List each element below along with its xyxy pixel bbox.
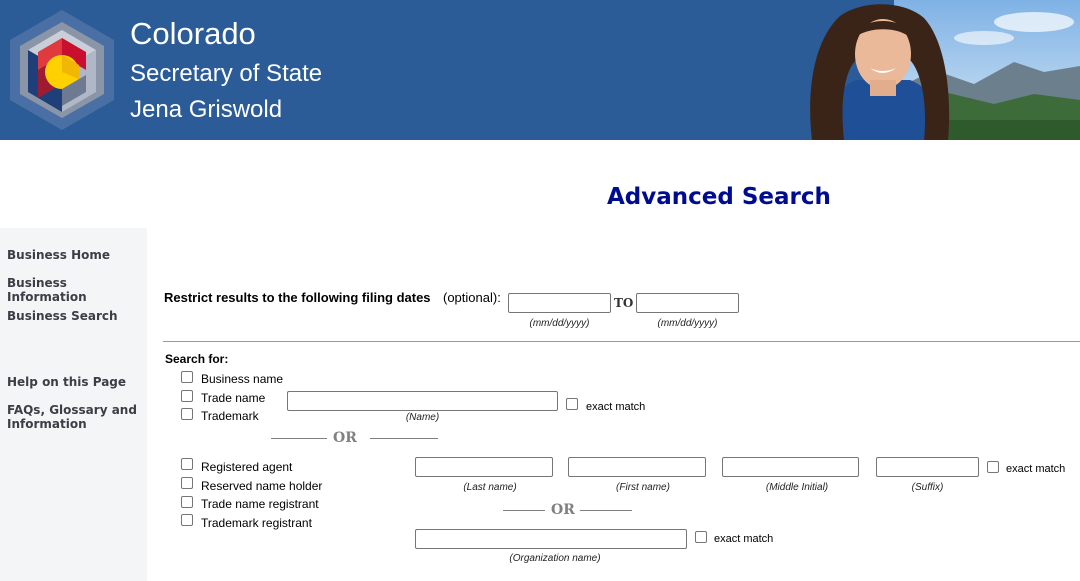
or-divider-1: OR <box>333 430 357 446</box>
reserved-name-holder-checkbox[interactable] <box>181 477 193 489</box>
last-name-input[interactable] <box>415 457 553 477</box>
trade-name-registrant-label: Trade name registrant <box>201 497 319 511</box>
trade-name-registrant-checkbox[interactable] <box>181 496 193 508</box>
from-date-input[interactable] <box>508 293 611 313</box>
name-exact-match-label: exact match <box>586 401 646 413</box>
name-exact-match-checkbox[interactable] <box>566 398 578 410</box>
sidebar-item-business-home[interactable]: Business Home <box>7 248 111 262</box>
first-name-hint: (First name) <box>616 482 670 493</box>
reserved-name-holder-label: Reserved name holder <box>201 479 323 493</box>
trademark-checkbox[interactable] <box>181 408 193 420</box>
date-filter-label: Restrict results to the following filing dates <box>164 290 431 305</box>
trade-name-label: Trade name <box>201 391 266 405</box>
trademark-registrant-checkbox[interactable] <box>181 514 193 526</box>
header-line-office: Secretary of State <box>130 60 323 87</box>
sidebar-item-business-information[interactable]: Business Information <box>7 276 87 304</box>
sidebar-item-help[interactable]: Help on this Page <box>7 375 127 389</box>
page-title: Advanced Search <box>607 184 831 210</box>
registered-agent-checkbox[interactable] <box>181 458 193 470</box>
suffix-hint: (Suffix) <box>911 482 944 493</box>
middle-initial-hint: (Middle Initial) <box>765 482 829 493</box>
trademark-label: Trademark <box>201 409 259 423</box>
registered-agent-label: Registered agent <box>201 460 293 474</box>
or-divider-2-line-left <box>503 510 545 511</box>
or-divider-2-line-right <box>580 510 632 511</box>
middle-initial-input[interactable] <box>722 457 859 477</box>
to-date-hint: (mm/dd/yyyy) <box>657 318 718 329</box>
person-exact-match-checkbox[interactable] <box>987 461 999 473</box>
suffix-input[interactable] <box>876 457 979 477</box>
secretary-photo <box>784 0 1080 140</box>
date-filter-optional: (optional): <box>443 290 501 305</box>
or-divider-line-right <box>370 438 438 439</box>
last-name-hint: (Last name) <box>463 482 517 493</box>
person-exact-match-label: exact match <box>1006 463 1066 475</box>
section-divider <box>163 341 1080 342</box>
business-name-checkbox[interactable] <box>181 371 193 383</box>
organization-name-input[interactable] <box>415 529 687 549</box>
from-date-hint: (mm/dd/yyyy) <box>529 318 590 329</box>
to-date-input[interactable] <box>636 293 739 313</box>
name-input[interactable] <box>287 391 558 411</box>
trade-name-checkbox[interactable] <box>181 390 193 402</box>
date-to-label: TO <box>614 296 634 310</box>
header-banner <box>0 0 1080 140</box>
trademark-registrant-label: Trademark registrant <box>201 516 312 530</box>
header-line-name: Jena Griswold <box>130 96 283 123</box>
or-divider-2: OR <box>551 502 575 518</box>
name-hint: (Name) <box>405 412 440 423</box>
header-line-colorado: Colorado <box>130 16 256 51</box>
sidebar-item-faqs[interactable]: FAQs, Glossary and Information <box>7 403 137 431</box>
sidebar-item-business-search[interactable]: Business Search <box>7 309 118 323</box>
org-exact-match-checkbox[interactable] <box>695 531 707 543</box>
business-name-label: Business name <box>201 372 284 386</box>
left-sidebar <box>0 228 147 581</box>
organization-name-hint: (Organization name) <box>509 553 601 564</box>
first-name-input[interactable] <box>568 457 706 477</box>
or-divider-line-left <box>271 438 327 439</box>
search-for-label: Search for: <box>165 352 229 366</box>
org-exact-match-label: exact match <box>714 533 774 545</box>
colorado-logo-icon <box>6 8 118 132</box>
